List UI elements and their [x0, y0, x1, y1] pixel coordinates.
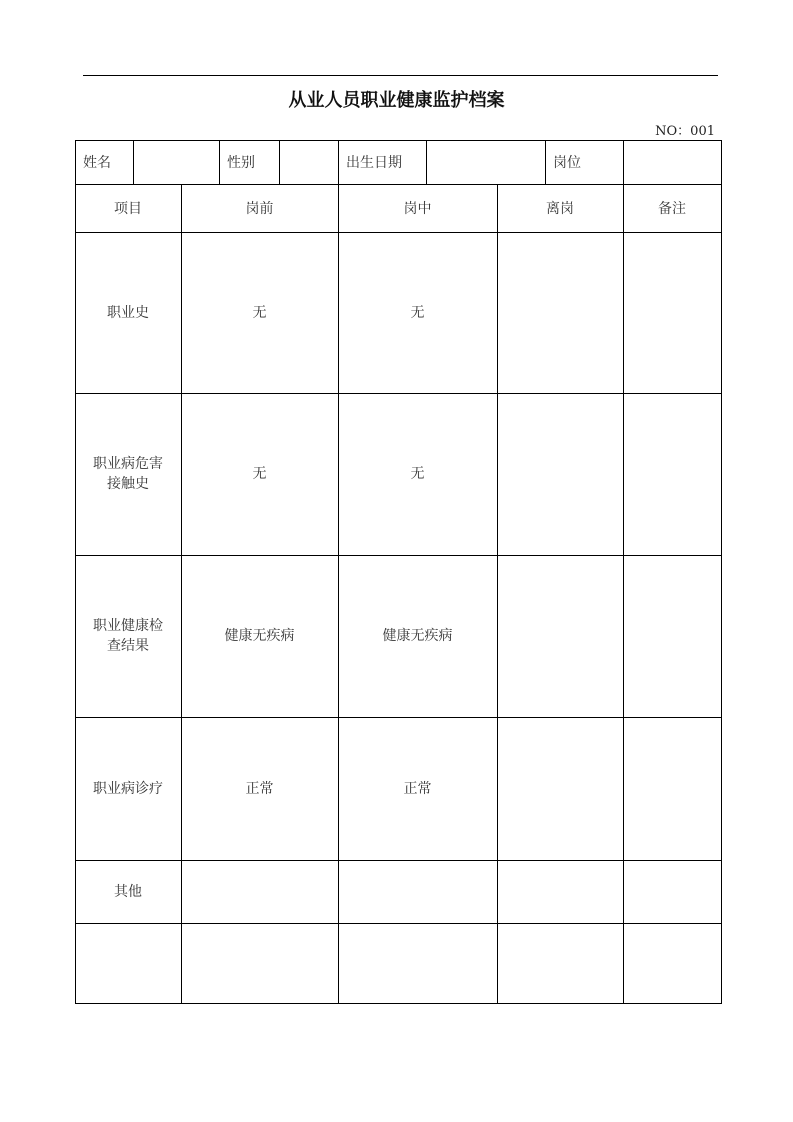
table-cell-leave[interactable] — [497, 923, 623, 1003]
table-border — [497, 184, 498, 1004]
position-label: 岗位 — [553, 155, 581, 171]
table-border — [75, 140, 722, 141]
table-cell-note[interactable] — [623, 717, 721, 860]
name-field[interactable] — [133, 140, 219, 184]
gender-field[interactable] — [279, 140, 338, 184]
table-border — [75, 232, 722, 233]
table-cell-during[interactable]: 无 — [410, 466, 425, 482]
table-cell-pre[interactable] — [181, 923, 338, 1003]
column-header-during: 岗中 — [403, 201, 432, 217]
table-border — [219, 140, 220, 185]
document-number: NO：001 — [655, 124, 715, 139]
table-border — [623, 140, 624, 185]
column-header-note: 备注 — [658, 201, 686, 217]
document-title: 从业人员职业健康监护档案 — [288, 90, 505, 111]
column-header-pre: 岗前 — [245, 201, 274, 217]
table-cell-leave[interactable] — [497, 860, 623, 923]
table-cell-leave[interactable] — [497, 393, 623, 555]
row-label: 职业史 — [107, 304, 149, 321]
table-cell-leave[interactable] — [497, 232, 623, 393]
row-label: 其他 — [114, 883, 142, 900]
table-cell-pre[interactable]: 无 — [252, 466, 267, 482]
table-border — [279, 140, 280, 185]
table-cell-during[interactable] — [338, 860, 497, 923]
table-border — [75, 860, 722, 861]
table-cell-note[interactable] — [623, 555, 721, 717]
table-cell-pre[interactable]: 健康无疾病 — [224, 628, 295, 644]
table-border — [426, 140, 427, 185]
table-cell-during[interactable]: 正常 — [403, 780, 432, 797]
table-border — [181, 184, 182, 1004]
table-cell-note[interactable] — [623, 232, 721, 393]
table-cell-pre[interactable]: 无 — [252, 304, 267, 321]
position-field[interactable] — [623, 140, 721, 184]
table-border — [75, 140, 76, 185]
table-border — [133, 140, 134, 185]
table-border — [75, 184, 722, 185]
table-cell-during[interactable] — [338, 923, 497, 1003]
table-border — [75, 923, 722, 924]
table-border — [338, 140, 339, 185]
table-cell-during[interactable]: 健康无疾病 — [382, 628, 453, 644]
table-border — [75, 184, 76, 1004]
table-border — [623, 184, 624, 1004]
table-border — [721, 140, 722, 185]
row-label: 职业病诊疗 — [93, 780, 163, 797]
birthdate-field[interactable] — [426, 140, 545, 184]
table-cell-leave[interactable] — [497, 717, 623, 860]
table-border — [75, 1003, 722, 1004]
table-cell-note[interactable] — [623, 860, 721, 923]
row-label — [75, 923, 181, 1003]
table-cell-during[interactable]: 无 — [410, 304, 425, 321]
table-cell-pre[interactable]: 正常 — [245, 780, 274, 797]
name-label: 姓名 — [83, 155, 111, 171]
row-label: 职业病危害接触史 — [93, 456, 163, 492]
table-border — [721, 184, 722, 1004]
birthdate-label: 出生日期 — [346, 155, 402, 171]
table-cell-pre[interactable] — [181, 860, 338, 923]
table-border — [75, 393, 722, 394]
column-header-item: 项目 — [114, 201, 142, 217]
gender-label: 性别 — [227, 155, 255, 171]
table-cell-note[interactable] — [623, 923, 721, 1003]
table-cell-note[interactable] — [623, 393, 721, 555]
table-border — [75, 555, 722, 556]
column-header-leave: 离岗 — [546, 201, 574, 217]
table-border — [338, 184, 339, 1004]
header-rule — [83, 75, 718, 76]
table-border — [75, 717, 722, 718]
table-border — [545, 140, 546, 185]
table-cell-leave[interactable] — [497, 555, 623, 717]
row-label: 职业健康检查结果 — [93, 618, 163, 654]
